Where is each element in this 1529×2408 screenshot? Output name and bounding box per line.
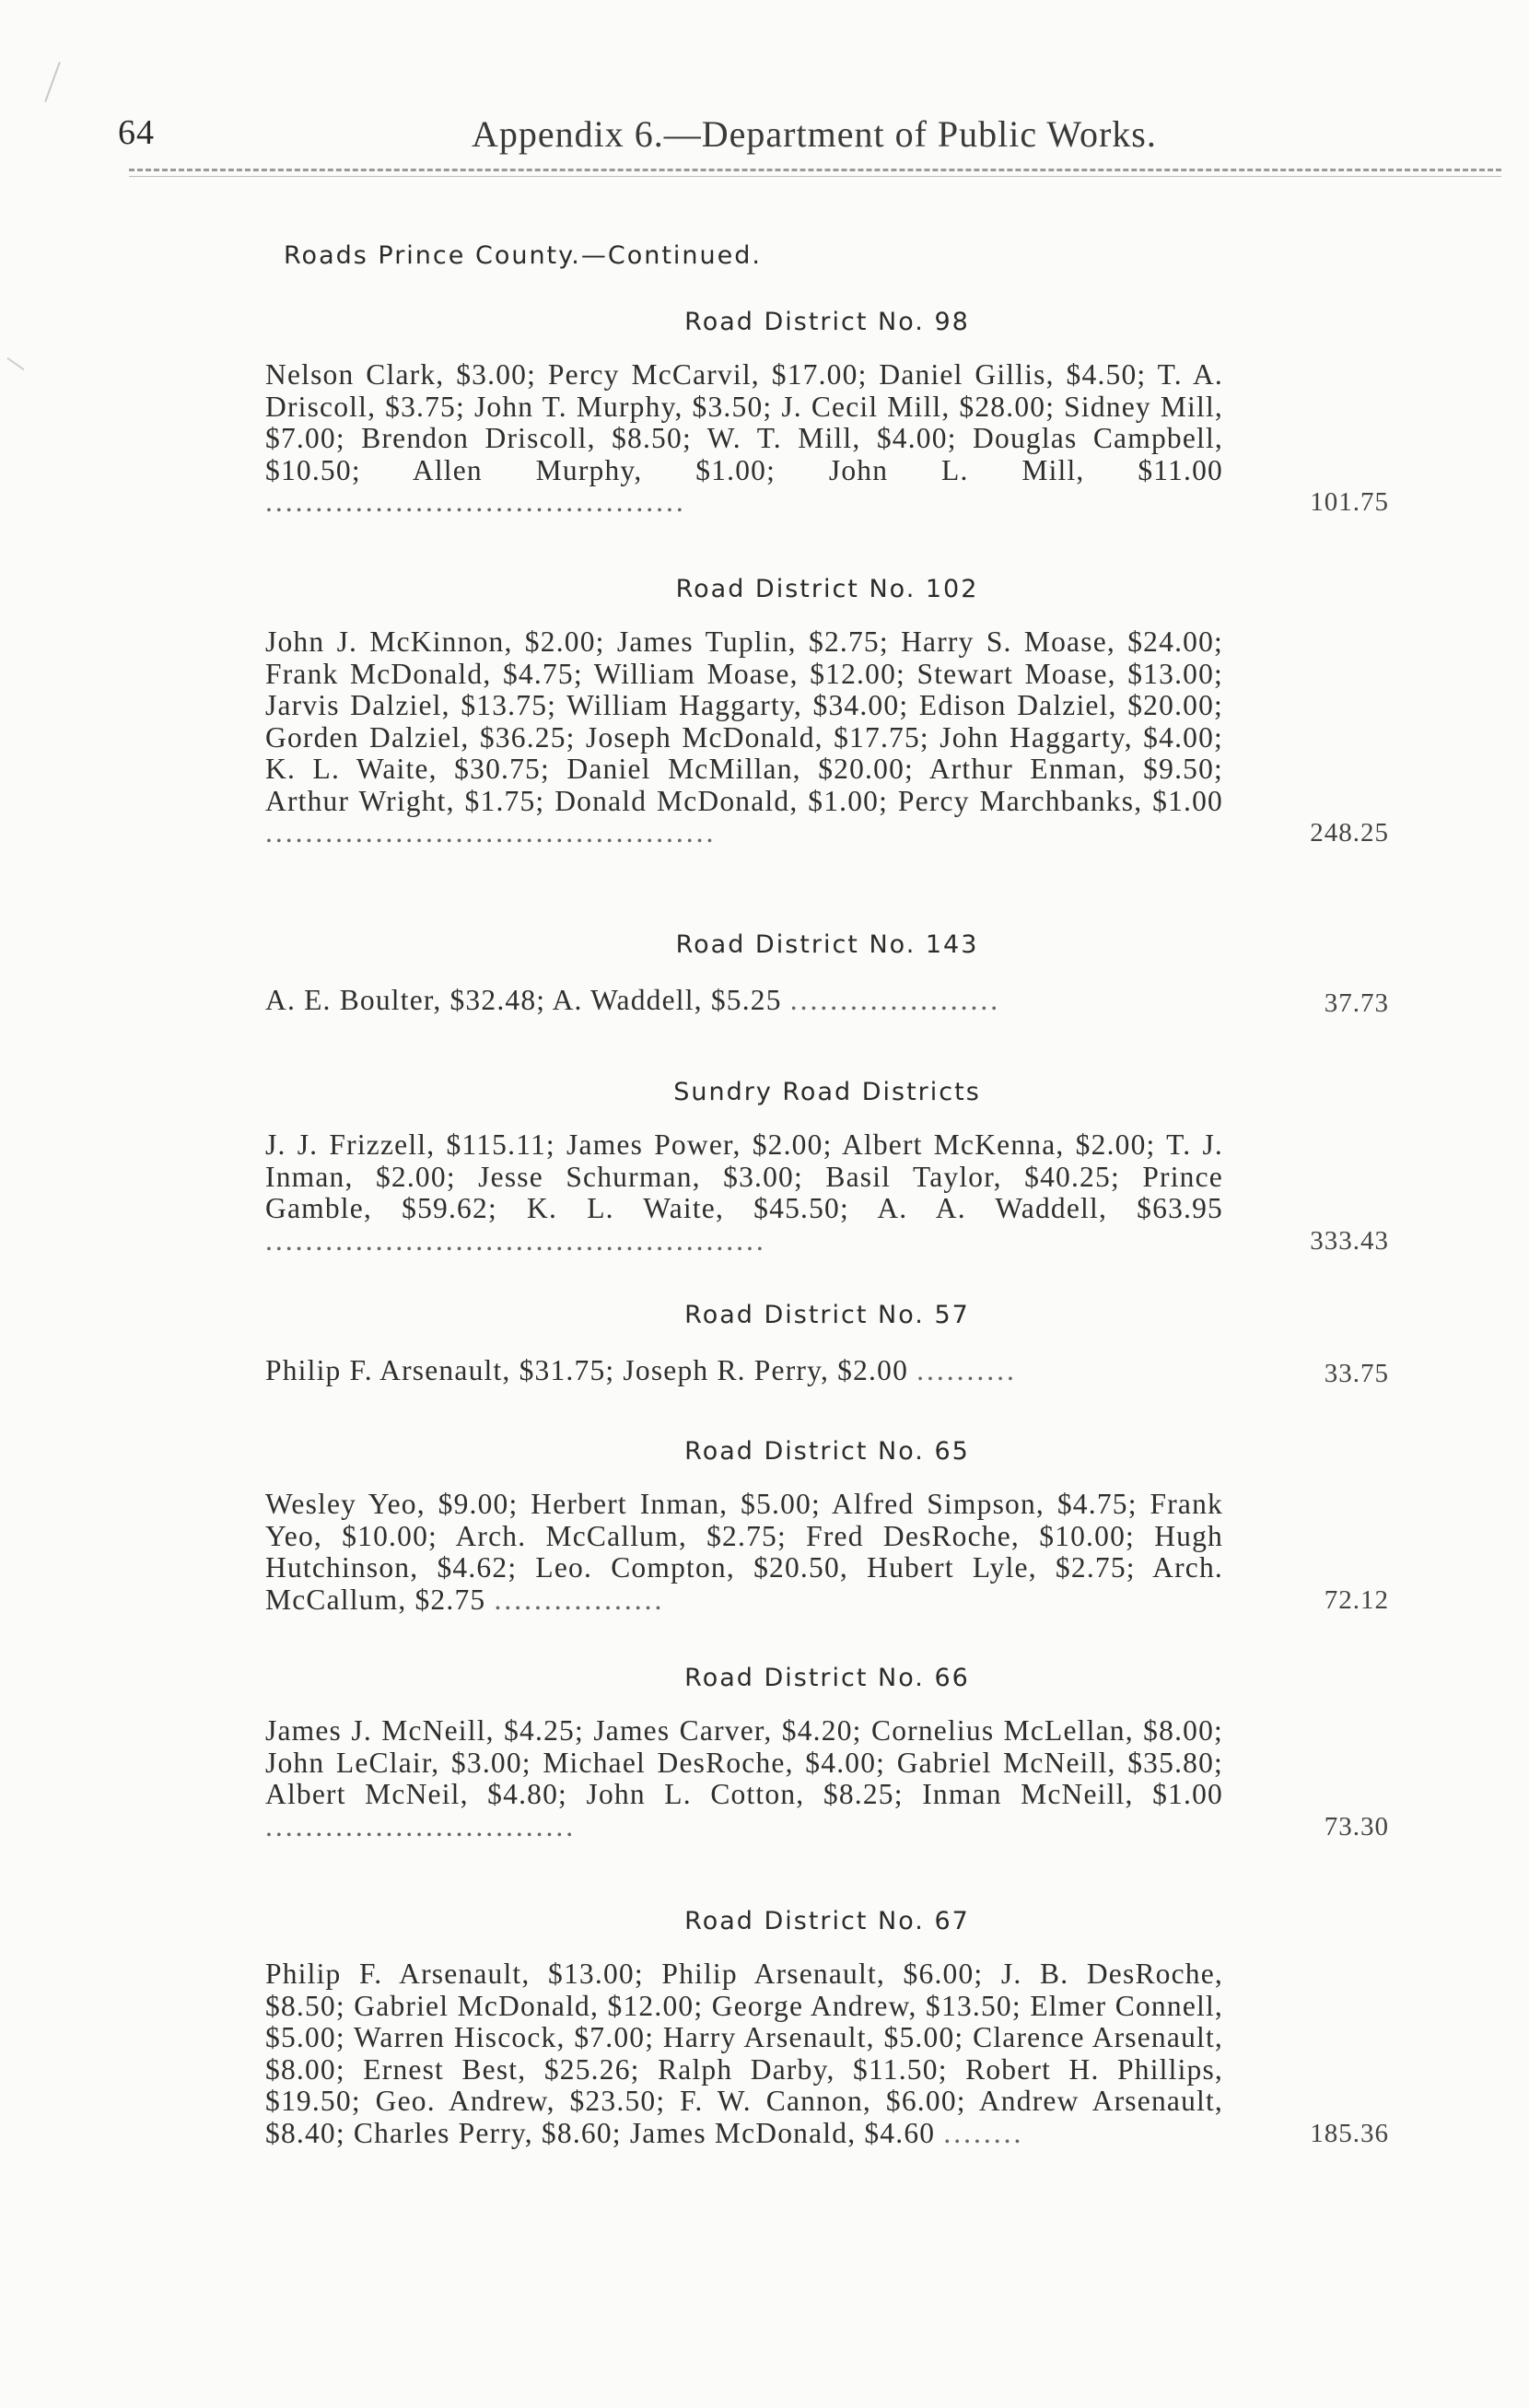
district-title: Sundry Road Districts [673, 1078, 981, 1106]
district-entry [265, 626, 1389, 849]
district-entry [265, 1489, 1389, 1616]
district-entry [265, 1958, 1389, 2149]
district-section [265, 927, 1389, 1019]
district-entry [265, 1352, 1389, 1389]
district-title: Road District No. 67 [684, 1907, 970, 1935]
entry-amount: 333.43 [1310, 1225, 1389, 1256]
entry-amount: 248.25 [1310, 818, 1389, 847]
entry-text: J. J. Frizzell, $115.11; James Power, $2.00; Albert McKenna, $2.00; T. J. Inman, $2.00; Jesse Schurman, $3.00; Basil Taylor, $40.25; Prince Gamble, $59.62; K. L. Waite, $45.50; A. A. Waddell, $63.95 .................................................. [265, 1128, 1223, 1257]
header-rule [129, 169, 1501, 171]
district-section [265, 571, 1389, 849]
district-section [265, 1074, 1389, 1257]
dot-leaders: .......... [916, 1354, 1017, 1386]
dot-leaders: .......................................... [265, 485, 686, 518]
district-entry [265, 982, 1389, 1019]
district-title: Road District No. 65 [684, 1437, 970, 1466]
entry-amount: 73.30 [1324, 1811, 1389, 1841]
dot-leaders: .................................................. [265, 1223, 766, 1257]
district-entry [265, 1715, 1389, 1842]
header-rule [129, 176, 1501, 177]
margin-pencil-mark [44, 62, 61, 102]
district-entry [265, 359, 1389, 519]
district-section [265, 1433, 1389, 1616]
dot-leaders: ............................................. [265, 816, 717, 848]
district-section [265, 1903, 1389, 2149]
entry-amount: 33.75 [1324, 1358, 1389, 1388]
running-title: Appendix 6.—Department of Public Works. [472, 113, 1157, 155]
page-header [118, 112, 1299, 168]
dot-leaders: ............................... [265, 1809, 577, 1842]
dot-leaders: ................. [494, 1583, 665, 1616]
district-title: Road District No. 143 [675, 930, 979, 959]
district-title: Road District No. 102 [675, 575, 979, 603]
district-title: Road District No. 98 [684, 308, 970, 336]
margin-pencil-mark [6, 357, 24, 370]
district-section [265, 304, 1389, 519]
entry-text: James J. McNeill, $4.25; James Carver, $4.20; Cornelius McLellan, $8.00; John LeClair, $3.00; Michael DesRoche, $4.00; Gabriel McNeill, $35.80; Albert McNeil, $4.80; John L. Cotton, $8.25; Inman McNeill, $1.00 ............................... [265, 1714, 1223, 1842]
entry-text: Nelson Clark, $3.00; Percy McCarvil, $17.00; Daniel Gillis, $4.50; T. A. Driscoll, $3.75; John T. Murphy, $3.50; J. Cecil Mill, $28.00; Sidney Mill, $7.00; Brendon Driscoll, $8.50; W. T. Mill, $4.00; Douglas Campbell, $10.50; Allen Murphy, $1.00; John L. Mill, $11.00 .......................................... [265, 358, 1223, 518]
entry-amount: 101.75 [1310, 487, 1389, 517]
dot-leaders: ........ [943, 2116, 1024, 2149]
entry-text: Philip F. Arsenault, $13.00; Philip Arsenault, $6.00; J. B. DesRoche, $8.50; Gabriel McDonald, $12.00; George Andrew, $13.50; Elmer Connell, $5.00; Warren Hiscock, $7.00; Harry Arsenault, $5.00; Clarence Arsenault, $8.00; Ernest Best, $25.26; Ralph Darby, $11.50; Robert H. Phillips, $19.50; Geo. Andrew, $23.50; F. W. Cannon, $6.00; Andrew Arsenault, $8.40; Charles Perry, $8.60; James McDonald, $4.60 ........ [265, 1958, 1223, 2149]
district-entry [265, 1129, 1389, 1257]
entry-text: John J. McKinnon, $2.00; James Tuplin, $2.75; Harry S. Moase, $24.00; Frank McDonald, $4.75; William Moase, $12.00; Stewart Moase, $13.00; Jarvis Dalziel, $13.75; William Haggarty, $34.00; Edison Dalziel, $20.00; Gorden Dalziel, $36.25; Joseph McDonald, $17.75; John Haggarty, $4.00; K. L. Waite, $30.75; Daniel McMillan, $20.00; Arthur Enman, $9.50; Arthur Wright, $1.75; Donald McDonald, $1.00; Percy Marchbanks, $1.00 ............................................. [265, 625, 1223, 848]
entry-text: Wesley Yeo, $9.00; Herbert Inman, $5.00; Alfred Simpson, $4.75; Frank Yeo, $10.00; Arch. McCallum, $2.75; Fred DesRoche, $10.00; Hugh Hutchinson, $4.62; Leo. Compton, $20.50, Hubert Lyle, $2.75; Arch. McCallum, $2.75 ................. [265, 1488, 1223, 1616]
entry-amount: 72.12 [1324, 1584, 1389, 1615]
page-number: 64 [118, 113, 155, 152]
district-section [265, 1297, 1389, 1389]
entry-text: A. E. Boulter, $32.48; A. Waddell, $5.25 ..................... [265, 984, 1001, 1016]
district-title: Road District No. 57 [684, 1301, 970, 1329]
district-section [265, 1660, 1389, 1842]
entry-amount: 185.36 [1310, 2118, 1389, 2148]
dot-leaders: ..................... [789, 984, 1001, 1016]
entry-amount: 37.73 [1324, 988, 1389, 1018]
entry-text: Philip F. Arsenault, $31.75; Joseph R. Perry, $2.00 .......... [265, 1354, 1017, 1386]
district-title: Road District No. 66 [684, 1664, 970, 1692]
section-subtitle: Roads Prince County.—Continued. [284, 241, 762, 270]
